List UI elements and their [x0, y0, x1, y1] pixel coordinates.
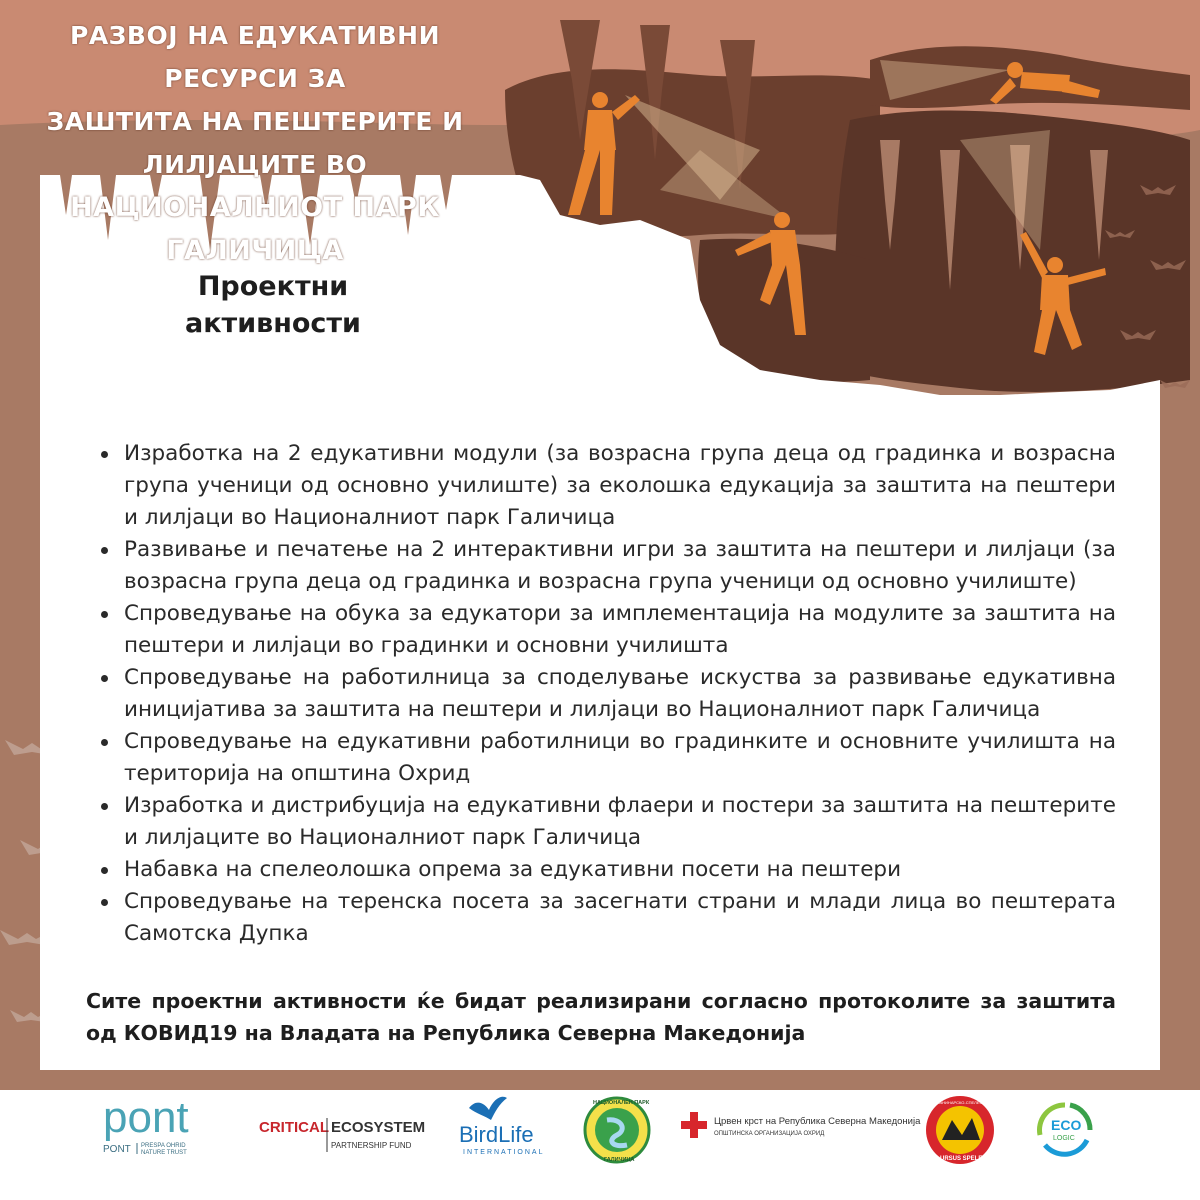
list-item-text: Набавка на спелеолошка опрема за едукативни посети на пештери	[124, 857, 902, 882]
bullet-icon	[101, 739, 108, 746]
ecologic-top: ECO	[1051, 1117, 1082, 1133]
cepf-logo	[255, 1090, 426, 1200]
birdlife-name: BirdLife	[459, 1122, 534, 1147]
list-item	[98, 438, 1116, 534]
bullet-icon	[101, 867, 108, 874]
bullet-icon	[101, 899, 108, 906]
speleo-bottom: URSUS SPELEOS	[940, 1156, 992, 1162]
page-title	[10, 14, 500, 272]
pont-logo	[95, 1090, 230, 1200]
pont-sub: PRESPA OHRID	[141, 1143, 186, 1149]
list-item	[98, 662, 1116, 726]
red-cross-name: Црвен крст на Република Северна Македонија	[714, 1116, 921, 1127]
list-item	[98, 854, 1116, 886]
bullet-icon	[101, 803, 108, 810]
list-item-text: Развивање и печатење на 2 интерактивни игри за заштита на пештери и лилјаци (за возрасна група деца од градинка и возрасна група ученици од основно училиште)	[124, 537, 1116, 594]
list-item	[98, 726, 1116, 790]
list-item	[98, 790, 1116, 854]
list-item-text: Спроведување на обука за едукатори за имплементација на модулите за заштита на пештери и лилјаци во градинки и основни училишта	[124, 601, 1116, 658]
list-item-text: Изработка на 2 едукативни модули (за возрасна група деца од градинка и возрасна група ученици од основно училиште) за еколошка едукација за заштита на пештери и лилјаци во Националниот парк Галичица	[124, 441, 1116, 530]
heading-line: Проектни	[197, 271, 349, 302]
red-cross-sub: ОПШТИНСКА ОРГАНИЗАЦИЈА ОХРИД	[714, 1131, 825, 1137]
birdlife-logo	[455, 1090, 555, 1200]
list-item	[98, 534, 1116, 598]
title-line: РАЗВОЈ НА ЕДУКАТИВНИ РЕСУРСИ ЗА	[70, 21, 440, 93]
ecologic-bottom: LOGIC	[1053, 1135, 1075, 1142]
pont-sub: NATURE TRUST	[141, 1150, 187, 1156]
bullet-icon	[101, 611, 108, 618]
red-cross-logo	[678, 1090, 921, 1200]
park-bottom: ГАЛИЧИЦА	[604, 1157, 635, 1163]
list-item-text: Спроведување на работилница за споделување искуства за развивање едукативна иницијатива за заштита на пештери и лилјаци во Националниот парк Галичица	[124, 665, 1116, 722]
cepf-word: ECOSYSTEM	[331, 1119, 426, 1136]
covid-note: Сите проектни активности ќе бидат реализирани согласно протоколите за заштита од КОВИД19 на Владата на Република Северна Македонија	[86, 989, 1116, 1045]
national-park-logo	[582, 1090, 657, 1200]
section-heading	[148, 268, 398, 342]
bullet-icon	[101, 451, 108, 458]
list-item-text: Спроведување на едукативни работилници во градинките и основните училишта на територија на општина Охрид	[124, 729, 1116, 786]
birdlife-sub: INTERNATIONAL	[463, 1149, 545, 1156]
speleo-ring: ПЛАНИНАРСКО-СПЕЛЕОЛОШКО ДРУШТВО	[934, 1100, 1019, 1105]
ursus-speleos-logo	[922, 1090, 1019, 1200]
pont-mark: pont	[103, 1093, 189, 1142]
cepf-word: PARTNERSHIP FUND	[331, 1141, 412, 1150]
title-line: ЗАШТИТА НА ПЕШТЕРИТЕ И ЛИЛЈАЦИТЕ ВО	[46, 107, 464, 179]
list-item-text: Спроведување на теренска посета за засегнати страни и млади лица во пештерата Самотска Дупка	[124, 889, 1116, 946]
activities-list	[98, 438, 1116, 950]
bullet-icon	[101, 675, 108, 682]
partner-logos-bar	[0, 1090, 1200, 1200]
bullet-icon	[101, 547, 108, 554]
list-item-text: Изработка и дистрибуција на едукативни флаери и постери за заштита на пештерите и лилјаците во Националниот парк Галичица	[124, 793, 1116, 850]
cepf-word: CRITICAL	[259, 1119, 329, 1136]
list-item	[98, 598, 1116, 662]
ecologic-logo	[1025, 1090, 1105, 1200]
pont-name: PONT	[103, 1144, 131, 1155]
heading-line: активности	[185, 308, 361, 339]
title-line: НАЦИОНАЛНИОТ ПАРК ГАЛИЧИЦА	[70, 192, 440, 266]
list-item	[98, 886, 1116, 950]
park-top: НАЦИОНАЛЕН ПАРК	[593, 1100, 650, 1106]
